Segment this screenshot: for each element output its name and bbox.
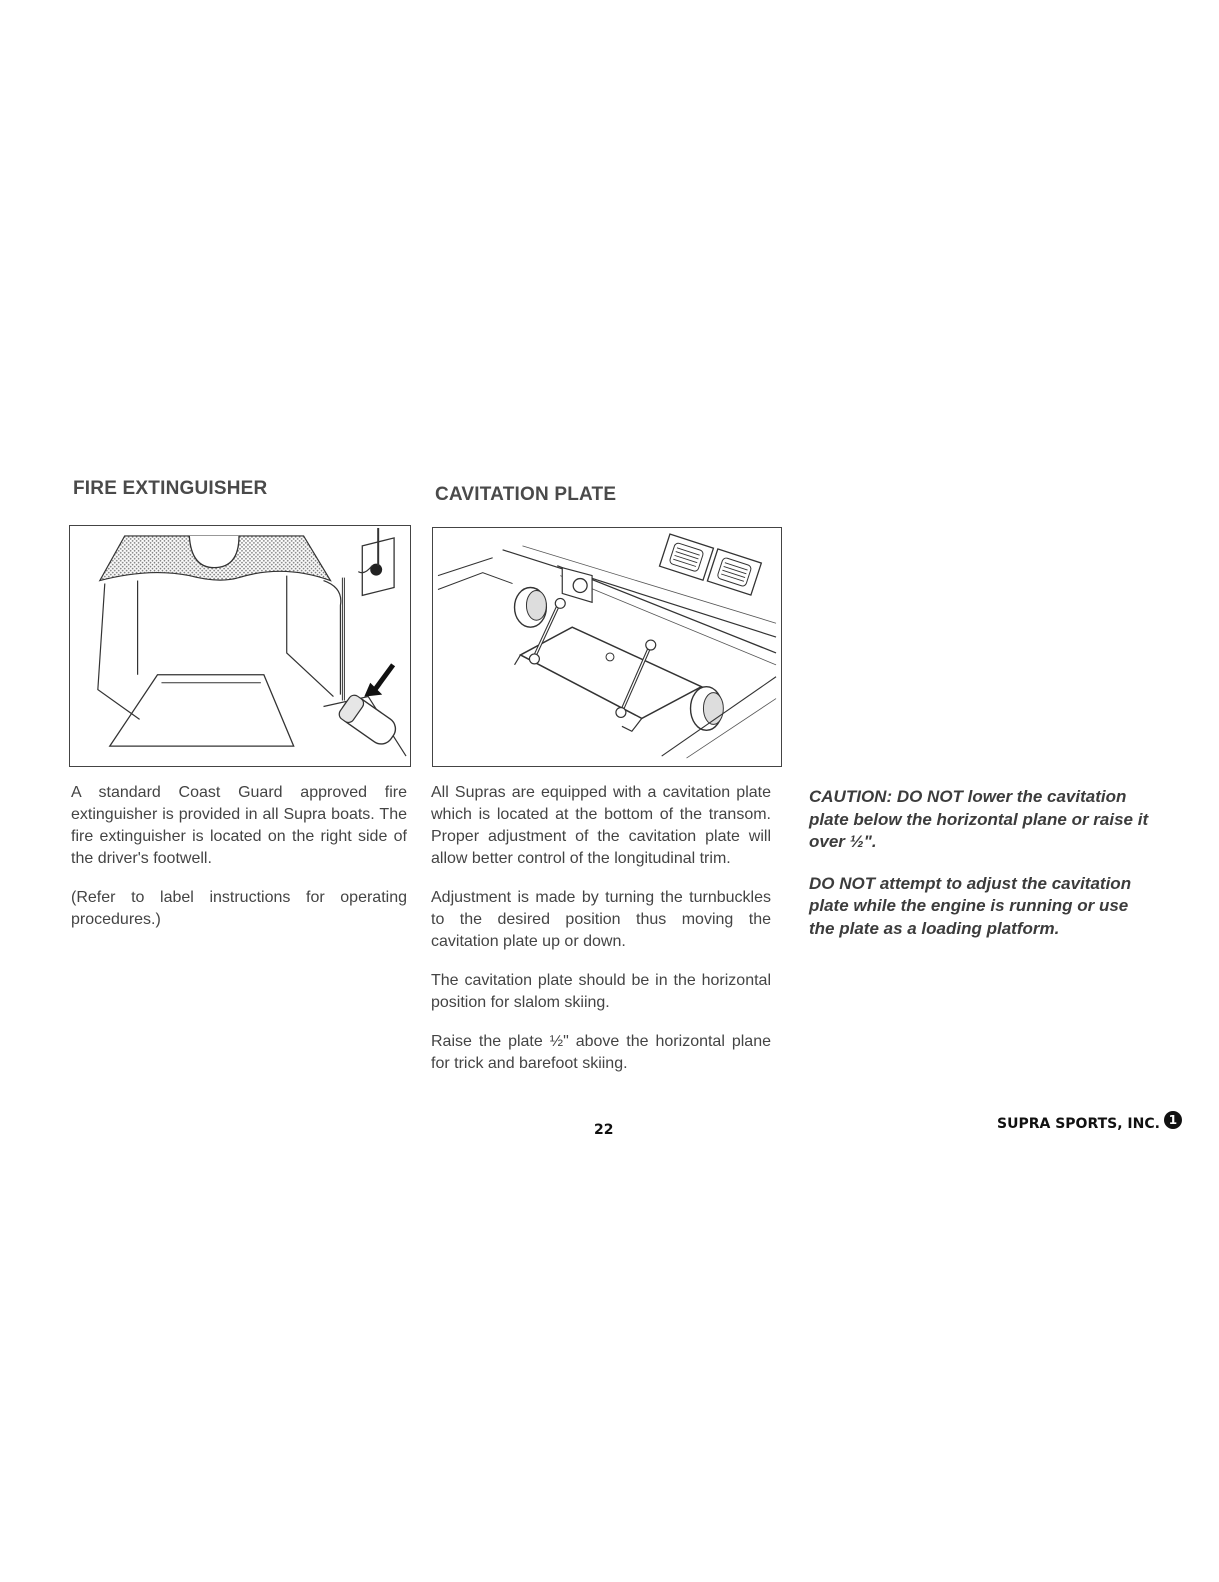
fire-paragraph: A standard Coast Guard approved fire extinguisher is provided in all Supra boats. The fire extinguisher is located on the right side of the driver's footwell. xyxy=(71,784,407,867)
fire-extinguisher-heading: FIRE EXTINGUISHER xyxy=(73,478,268,499)
publisher-footer xyxy=(997,1113,1182,1132)
cavitation-paragraph: Adjustment is made by turning the turnbuckles to the desired position thus moving the cavitation plate up or down. xyxy=(431,889,771,950)
caution-block xyxy=(809,786,1154,959)
page-number: 22 xyxy=(594,1122,614,1138)
fire-extinguisher-illustration xyxy=(69,525,411,767)
cavitation-paragraph: All Supras are equipped with a cavitation plate which is located at the bottom of the transom. Proper adjustment of the cavitation plate will allow better control of the longitudinal trim. xyxy=(431,784,771,867)
caution-paragraph: DO NOT attempt to adjust the cavitation plate while the engine is running or use the plate as a loading platform. xyxy=(809,873,1132,938)
cavitation-plate-illustration xyxy=(432,527,782,767)
cavitation-plate-heading: CAVITATION PLATE xyxy=(435,484,617,505)
cavitation-plate-text xyxy=(431,782,771,1092)
fire-extinguisher-text xyxy=(71,782,407,948)
cavitation-paragraph: Raise the plate ½" above the horizontal plane for trick and barefoot skiing. xyxy=(431,1033,771,1072)
fire-paragraph: (Refer to label instructions for operating procedures.) xyxy=(71,889,407,928)
caution-paragraph: CAUTION: DO NOT lower the cavitation plate below the horizontal plane or raise it over ½". xyxy=(809,787,1149,851)
cavitation-paragraph: The cavitation plate should be in the horizontal position for slalom skiing. xyxy=(431,972,771,1011)
section-badge-icon: 1 xyxy=(1164,1111,1182,1129)
publisher-name: SUPRA SPORTS, INC. xyxy=(997,1116,1160,1132)
